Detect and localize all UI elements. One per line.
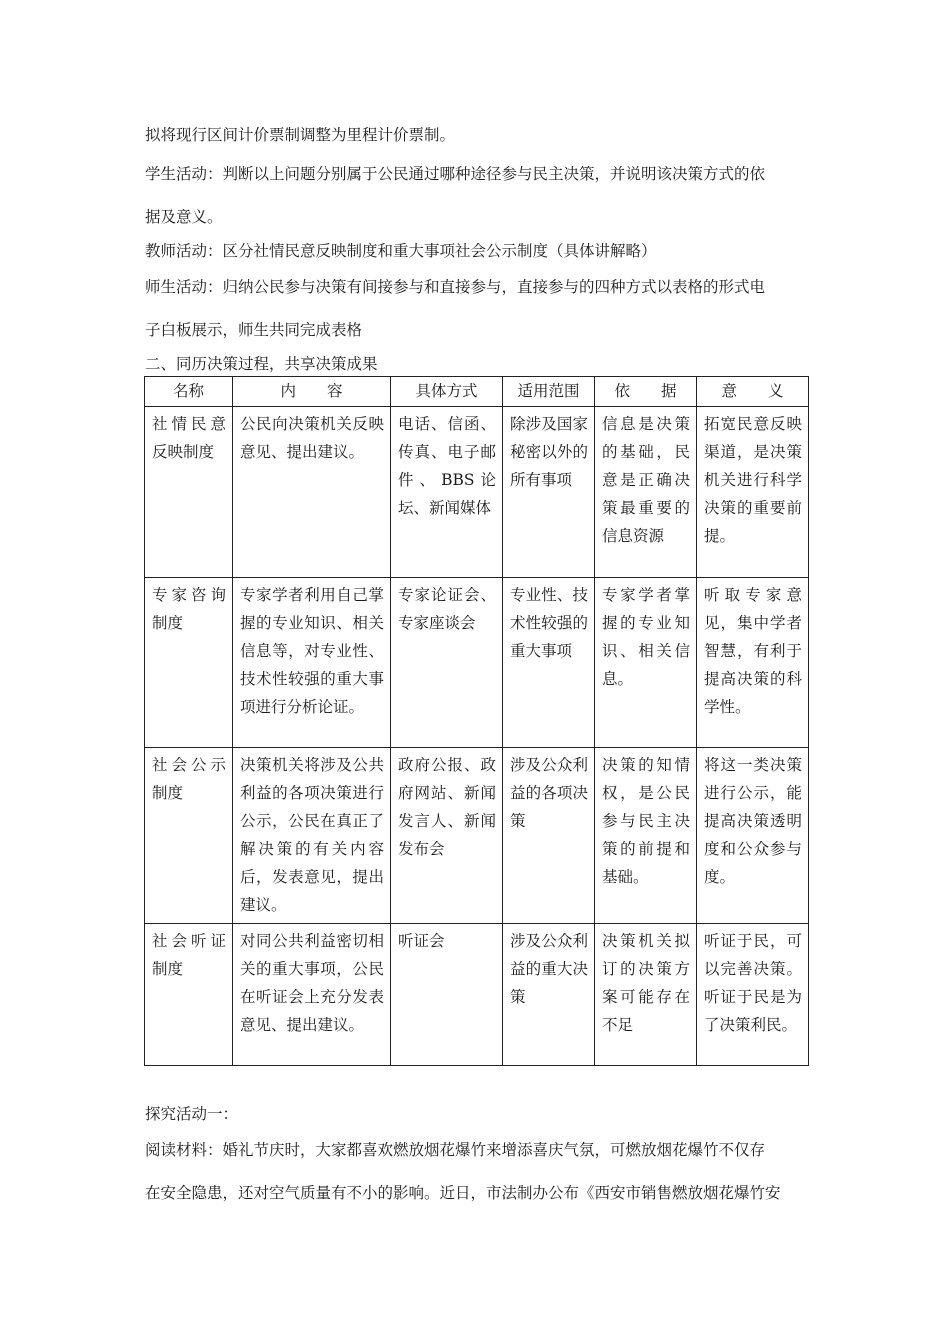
table-cell: 除涉及国家秘密以外的所有事项: [503, 407, 595, 578]
header-method: 具体方式: [391, 377, 503, 407]
intro-line-2: 学生活动：判断以上问题分别属于公民通过哪种途径参与民主决策，并说明该决策方式的依: [145, 165, 766, 183]
table-cell: 将这一类决策进行公示，能提高决策透明度和公众参与度。: [697, 748, 809, 924]
header-basis: 依 据: [595, 377, 697, 407]
table-cell: 社会公示制度: [145, 748, 233, 924]
decision-methods-table: [144, 376, 809, 1066]
table-cell: 电话、信函、传真、电子邮件、BBS论坛、新闻媒体: [391, 407, 503, 578]
table-cell: 专家学者掌握的专业知识、相关信息。: [595, 578, 697, 748]
table-row: [145, 578, 809, 748]
intro-line-3: 据及意义。: [145, 208, 223, 226]
header-name: 名称: [145, 377, 233, 407]
table-cell: 社会听证制度: [145, 924, 233, 1066]
header-scope: 适用范围: [503, 377, 595, 407]
intro-line-4: 教师活动：区分社情民意反映制度和重大事项社会公示制度（具体讲解略）: [145, 242, 657, 260]
reading-line-2: 在安全隐患，还对空气质量有不小的影响。近日，市法制办公布《西安市销售燃放烟花爆竹安: [145, 1184, 781, 1202]
reading-line-1: 阅读材料：婚礼节庆时，大家都喜欢燃放烟花爆竹来增添喜庆气氛，可燃放烟花爆竹不仅存: [145, 1141, 766, 1159]
table-row: [145, 407, 809, 578]
table-row: [145, 924, 809, 1066]
table-cell: 信息是决策的基础，民意是正确决策最重要的信息资源: [595, 407, 697, 578]
intro-line-1: 拟将现行区间计价票制调整为里程计价票制。: [145, 126, 456, 144]
table-cell: 决策机关拟订的决策方案可能存在不足: [595, 924, 697, 1066]
header-significance: 意 义: [697, 377, 809, 407]
table-cell: 专家咨询制度: [145, 578, 233, 748]
table-cell: 社情民意反映制度: [145, 407, 233, 578]
table-cell: 政府公报、政府网站、新闻发言人、新闻发布会: [391, 748, 503, 924]
intro-line-5: 师生活动：归纳公民参与决策有间接参与和直接参与，直接参与的四种方式以表格的形式电: [145, 278, 766, 296]
table-cell: 听证会: [391, 924, 503, 1066]
table-cell: 涉及公众利益的各项决策: [503, 748, 595, 924]
table-cell: 对同公共利益密切相关的重大事项，公民在听证会上充分发表意见、提出建议。: [233, 924, 391, 1066]
table-cell: 决策的知情权，是公民参与民主决策的前提和基础。: [595, 748, 697, 924]
table-cell: 听证于民，可以完善决策。听证于民是为了决策利民。: [697, 924, 809, 1066]
table-cell: 专家论证会、专家座谈会: [391, 578, 503, 748]
table-header-row: [145, 377, 809, 407]
table-cell: 决策机关将涉及公共利益的各项决策进行公示，公民在真正了解决策的有关内容后，发表意见，提出建议。: [233, 748, 391, 924]
table-cell: 涉及公众利益的重大决策: [503, 924, 595, 1066]
table-cell: 专业性、技术性较强的重大事项: [503, 578, 595, 748]
table-row: [145, 748, 809, 924]
activity-heading: 探究活动一：: [145, 1105, 239, 1123]
header-content: 内 容: [233, 377, 391, 407]
table-cell: 听取专家意见，集中学者智慧，有利于提高决策的科学性。: [697, 578, 809, 748]
table-cell: 拓宽民意反映渠道，是决策机关进行科学决策的重要前提。: [697, 407, 809, 578]
section-heading: 二、同历决策过程，共享决策成果: [145, 355, 378, 373]
table-cell: 专家学者利用自己掌握的专业知识、相关信息等，对专业性、技术性较强的重大事项进行分析论证。: [233, 578, 391, 748]
table-cell: 公民向决策机关反映意见、提出建议。: [233, 407, 391, 578]
intro-line-6: 子白板展示，师生共同完成表格: [145, 321, 363, 339]
